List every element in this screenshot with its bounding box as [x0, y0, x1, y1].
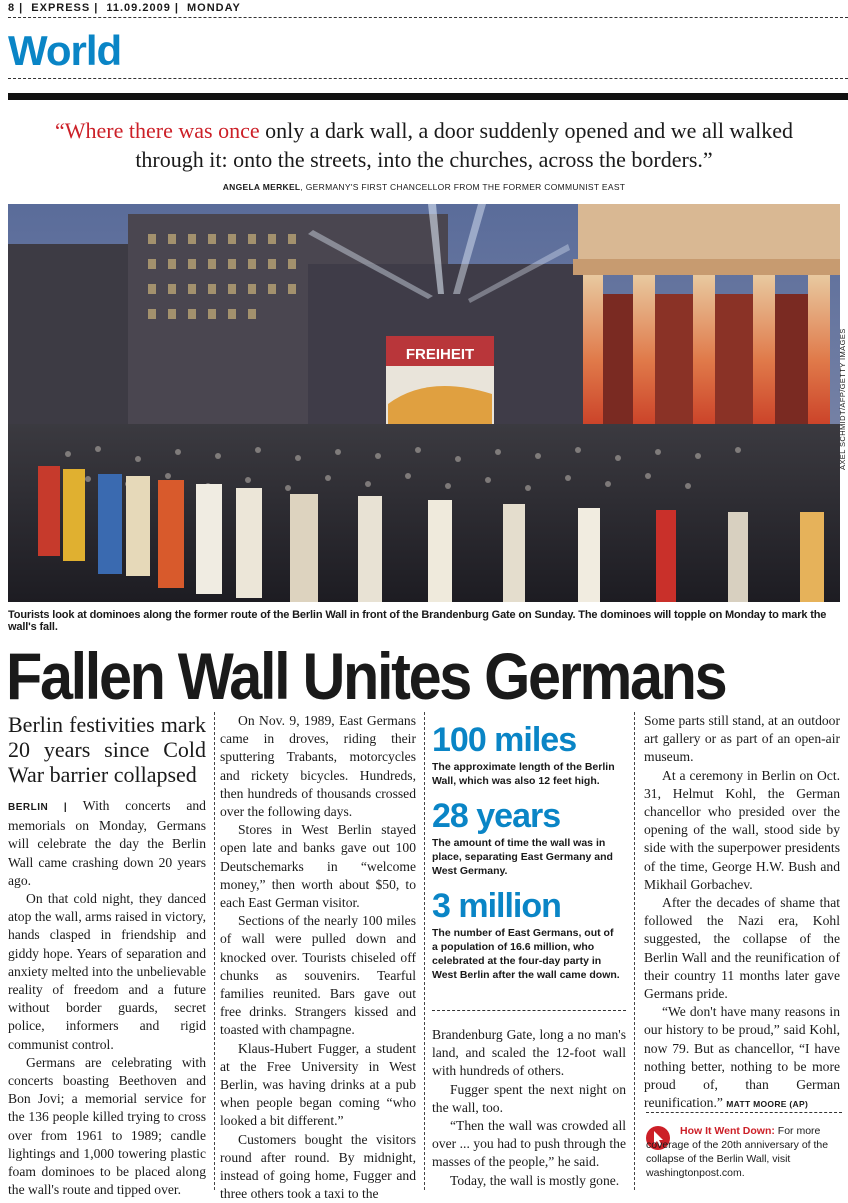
promo-text: For more coverage of the 20th anniversary of the collapse of the Berlin Wall, visit washingtonpost.com.: [646, 1125, 829, 1179]
article-column-4: [644, 712, 840, 1113]
byline: MATT MOORE (AP): [726, 1099, 809, 1110]
promo-label: How It Went Down:: [680, 1125, 775, 1137]
quote-speaker: ANGELA MERKEL: [222, 182, 301, 192]
stage-banner-text: FREIHEIT: [405, 346, 475, 363]
stat-number: 3 million: [432, 887, 561, 925]
web-promo[interactable]: [646, 1124, 842, 1180]
section-divider: [8, 78, 848, 79]
page-number: 8: [8, 2, 16, 14]
column-divider: [424, 712, 425, 1190]
quote-speaker-title: , GERMANY'S FIRST CHANCELLOR FROM THE FORMER COMMUNIST EAST: [300, 182, 626, 192]
paragraph: “Then the wall was crowded all over ... you had to push through the masses of the people,” he said.: [432, 1118, 626, 1170]
photo-caption: Tourists look at dominoes along the former route of the Berlin Wall in front of the Brandenburg Gate on Sunday. The dominoes will topple on Monday to mark the wall's fall.: [8, 609, 827, 633]
issue-day: MONDAY: [186, 2, 241, 14]
paragraph: Brandenburg Gate, long a no man's land, and scaled the 12-foot wall with hundreds of others.: [432, 1027, 626, 1079]
article-column-1: [8, 712, 206, 1199]
section-title: World: [8, 27, 122, 74]
paragraph: Today, the wall is mostly gone.: [450, 1172, 620, 1188]
promo-divider: [646, 1112, 842, 1113]
column-divider: [214, 712, 215, 1190]
dateline: BERLIN |: [8, 802, 68, 813]
paragraph: On Nov. 9, 1989, East Germans came in droves, riding their sputtering Trabants, motorcycles and rickety bicycles. Hundreds, then hundreds of thousands crossed over the following days.: [220, 713, 416, 820]
paragraph: Germans are celebrating with concerts boasting Beethoven and Bon Jovi; a memorial service for the 136 people killed trying to cross over from 1961 to 1989; candle lightings and 1,000 towering plastic foam dominoes to be placed along the wall's route and tipped over.: [8, 1054, 206, 1198]
photo-credit: AXEL SCHMIDT/AFP/GETTY IMAGES: [838, 328, 847, 470]
pull-quote-body: only a dark wall, a door suddenly opened and we all walked through it: onto the streets, into the churches, across the borders.”: [135, 118, 793, 172]
issue-date: 11.09.2009: [106, 2, 171, 14]
paragraph: Klaus-Hubert Fugger, a student at the Free University in West Berlin, was having drinks at a pub when people began coming “who looked a bit different.”: [220, 1040, 416, 1129]
stat-description: The number of East Germans, out of a population of 16.6 million, who celebrated at the four-day party in West Berlin after the wall came down.: [432, 927, 620, 981]
quote-attribution: [0, 182, 848, 192]
deck: Berlin festivities mark 20 years since Cold War barrier collapsed: [8, 712, 206, 787]
header-rule: [8, 93, 848, 100]
stat-description: The amount of time the wall was in place, separating East Germany and West Germany.: [432, 837, 613, 877]
paragraph: At a ceremony in Berlin on Oct. 31, Helmut Kohl, the German chancellor who presided over the opening of the wall, stood side by side with the superpower presidents of the time, George H.W. Bush and Mikhail Gorbachev.: [644, 767, 840, 892]
lead-paragraph: BERLIN | With concerts and memorials on Monday, Germans will celebrate the day the Berlin Wall came crashing down 20 years ago.: [8, 798, 206, 888]
pull-quote: [20, 116, 828, 174]
article-column-2: [220, 712, 416, 1203]
column-divider: [634, 712, 635, 1190]
stat-number: 28 years: [432, 797, 561, 835]
folio-line: 8 | EXPRESS | 11.09.2009 | MONDAY: [8, 2, 241, 14]
stats-divider: [432, 1010, 626, 1011]
paragraph: Customers bought the visitors round after round. By midnight, instead of going home, Fugger and three others took a taxi to the: [220, 1131, 416, 1202]
paragraph: Sections of the nearly 100 miles of wall were pulled down and knocked over. Tourists chiseled off chunks as souvenirs. Tearful families reunited. Bars gave out free drinks. Strangers kissed and toasted with champagne.: [220, 913, 416, 1038]
paragraph: On that cold night, they danced atop the wall, arms raised in victory, hands clasped in friendship and giddy hope. Years of separation and anxiety melted into the unbelievable reality of freedom and a future without border guards, secret police, informers and rigid communist control.: [8, 891, 206, 1052]
headline: Fallen Wall Unites Germans: [6, 639, 726, 713]
stat-number: 100 miles: [432, 721, 577, 759]
paragraph: Some parts still stand, at an outdoor art gallery or as part of an open-air museum.: [644, 713, 840, 765]
paragraph: After the decades of shame that followed the Nazi era, Kohl suggested, the collapse of the Berlin Wall and the reunification of their country 11 months later gave Germans pride.: [644, 895, 840, 1002]
publication-name: EXPRESS: [31, 2, 91, 14]
paragraph: “We don't have many reasons in our history to be proud,” said Kohl, now 79. But as chancellor, “I have nothing better, nothing to be more proud of, than German reunification.” MATT MOORE (AP): [644, 1004, 840, 1111]
main-photo: [8, 204, 840, 602]
stat-description: The approximate length of the Berlin Wall, which was also 12 feet high.: [432, 761, 615, 787]
paragraph: Fugger spent the next night on the wall, too.: [432, 1081, 626, 1115]
folio-divider: [8, 17, 848, 18]
pull-quote-lead: “Where there was once: [55, 118, 260, 143]
article-column-3: [432, 1026, 626, 1190]
stats-box: [432, 722, 622, 992]
paragraph: Stores in West Berlin stayed open late and banks gave out 100 Deutschemarks in “welcome money,” then worth about $50, to each East German visitor.: [220, 822, 416, 911]
